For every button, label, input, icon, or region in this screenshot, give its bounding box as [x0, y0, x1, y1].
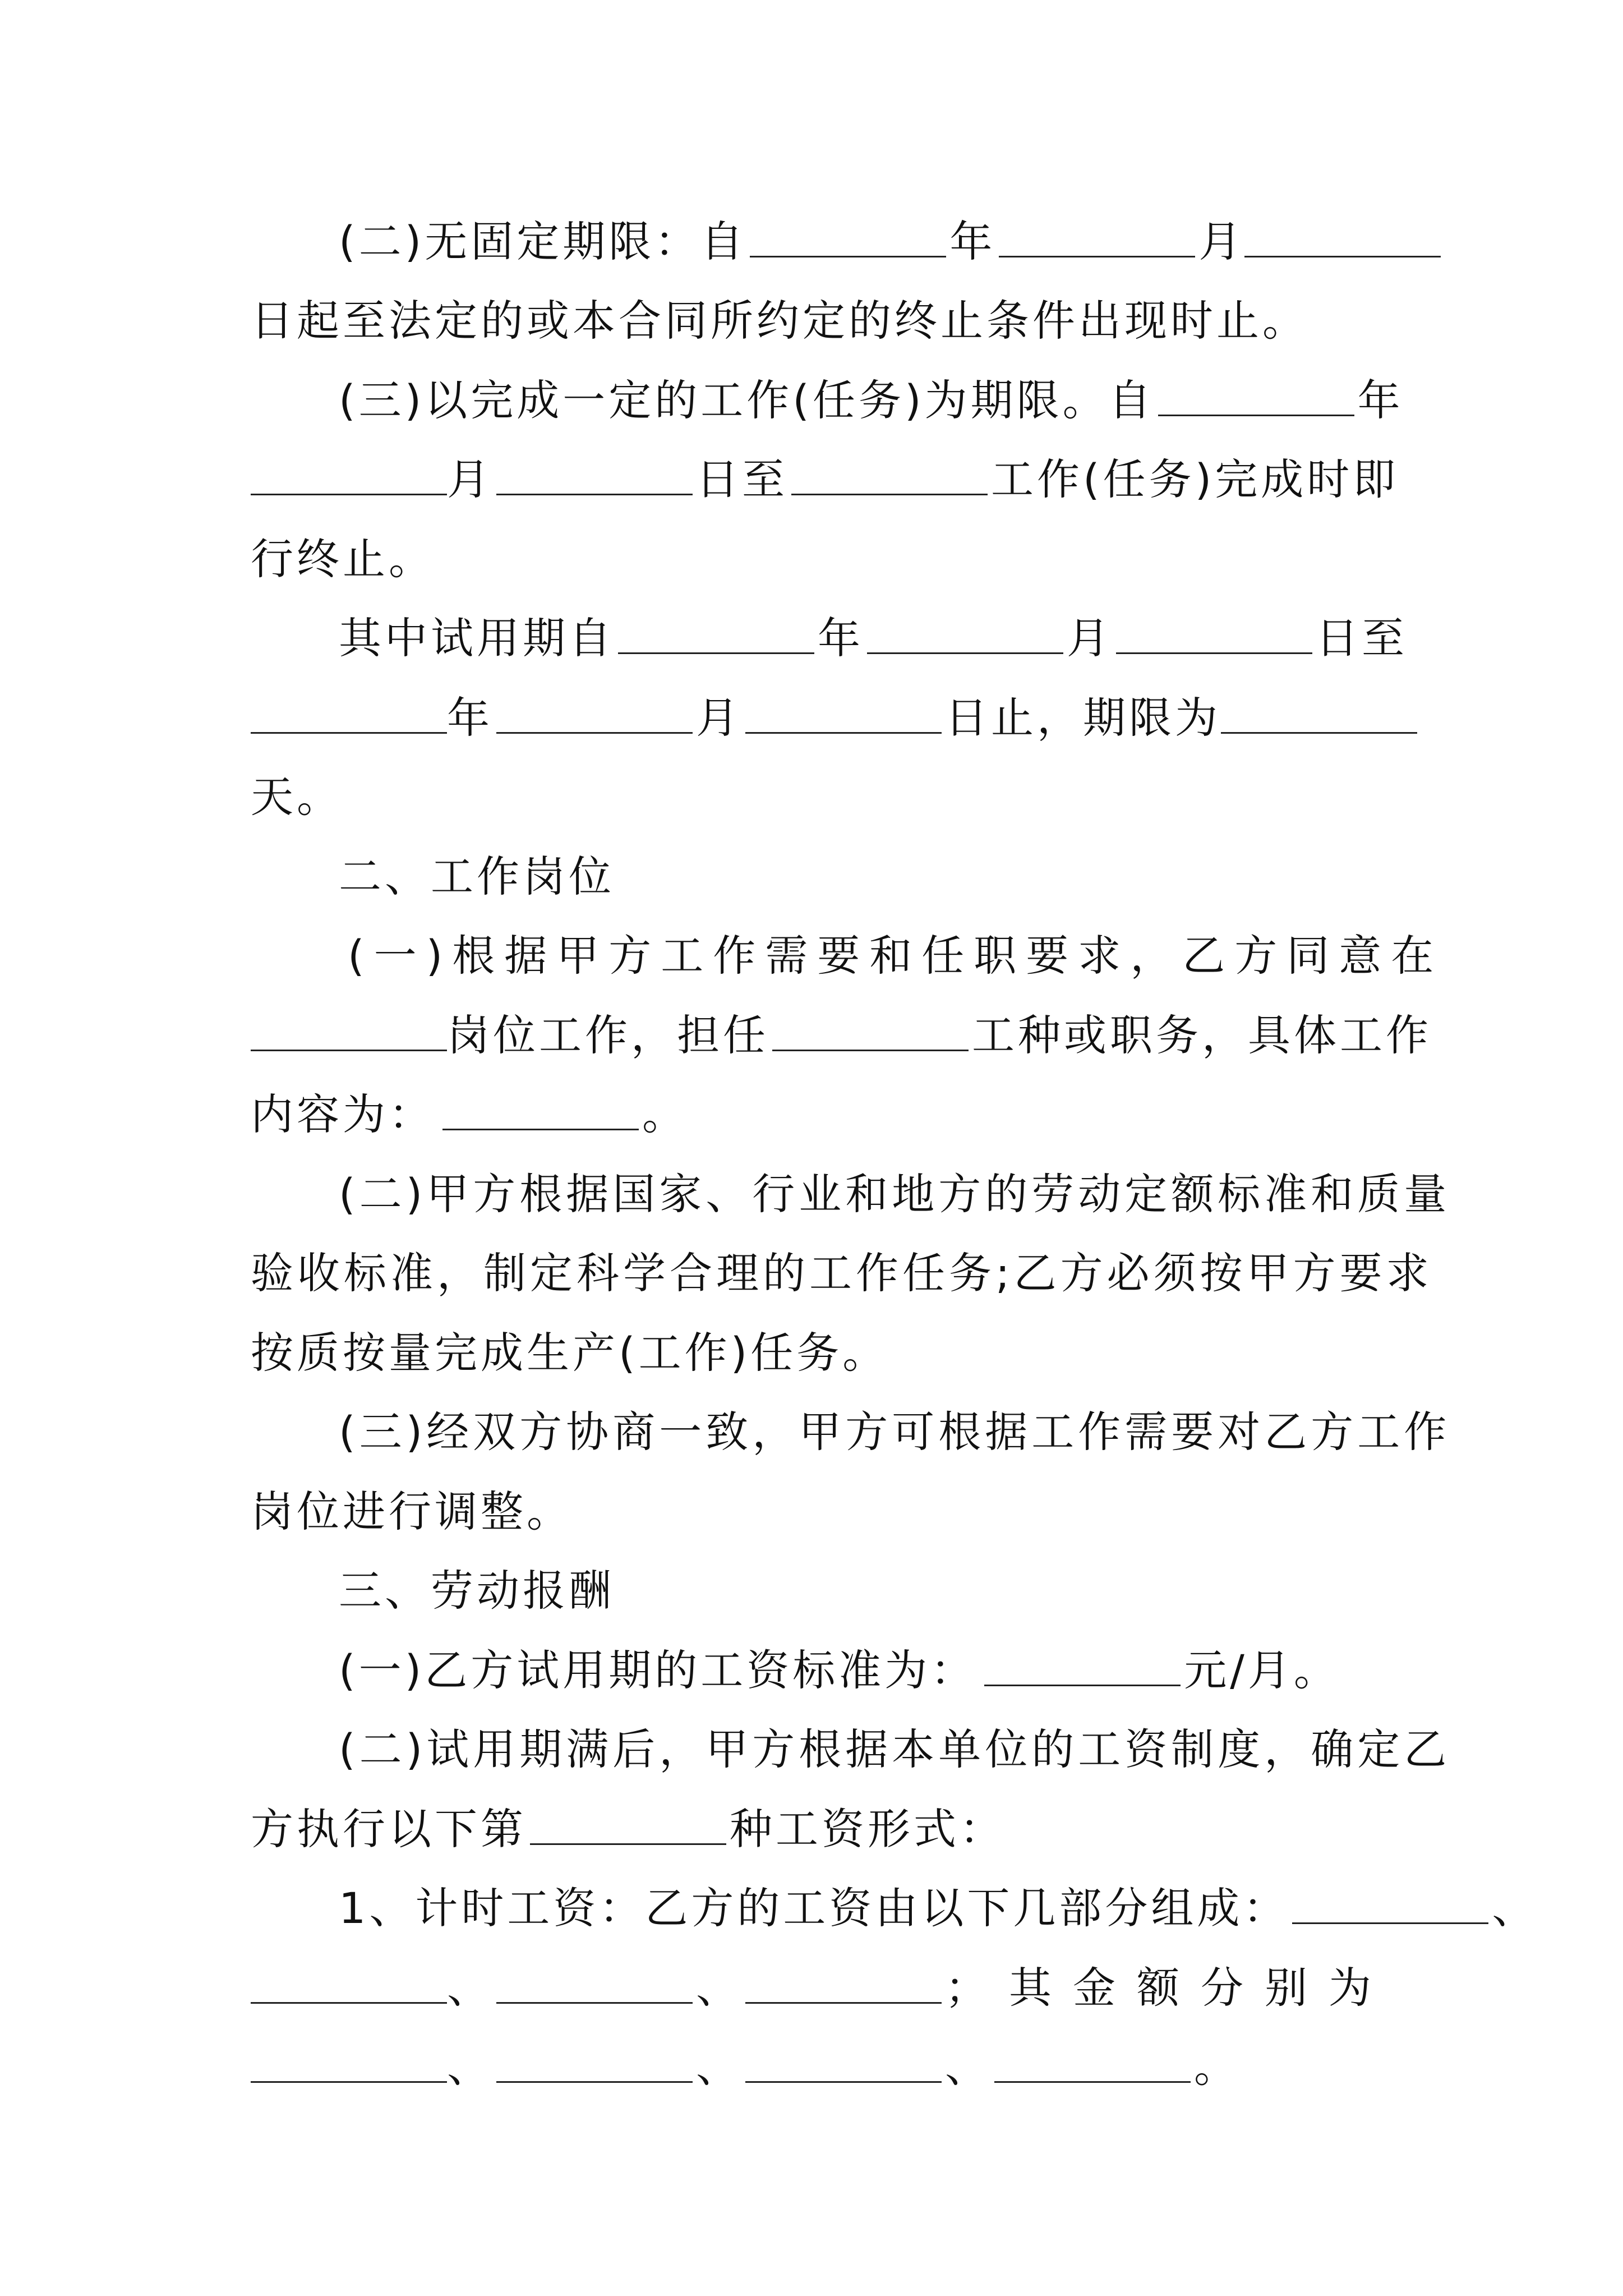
text-line [339, 1722, 1451, 1778]
text-segment: 按质按量完成生产(工作)任务。 [251, 1328, 889, 1378]
blank-field[interactable] [1221, 729, 1417, 734]
text-segment: 年 [818, 613, 864, 663]
text-segment: 年 [1357, 375, 1404, 425]
text-line [339, 1166, 1451, 1222]
blank-field[interactable] [251, 490, 447, 495]
text-segment: 、 [945, 2042, 991, 2092]
blank-field[interactable] [442, 1125, 639, 1130]
text-line [339, 610, 1408, 666]
text-segment: 、 [447, 1963, 493, 2013]
text-segment: ；其金额分别为 [945, 1963, 1393, 2013]
blank-field[interactable] [1116, 649, 1312, 654]
blank-field[interactable] [1158, 411, 1354, 416]
text-segment: 、 [447, 2042, 493, 2092]
text-segment: 内容为： [251, 1089, 435, 1139]
text-segment: 、 [1492, 1883, 1538, 1933]
text-line [251, 769, 1386, 825]
text-segment: 年 [949, 217, 996, 266]
text-segment: (三)经双方协商一致，甲方可根据工作需要对乙方工作 [339, 1407, 1451, 1457]
text-line [251, 2039, 1386, 2095]
text-line [251, 1484, 1386, 1540]
text-line [339, 1880, 1538, 1936]
text-segment: 岗位进行调整。 [251, 1487, 573, 1536]
text-line [251, 1960, 1393, 2016]
blank-field[interactable] [496, 729, 693, 734]
text-line [339, 214, 1386, 270]
text-segment: (二)试用期满后，甲方根据本单位的工资制度，确定乙 [339, 1724, 1451, 1774]
text-line [339, 1642, 1386, 1699]
text-segment: (一)乙方试用期的工资标准为： [339, 1645, 977, 1695]
text-line [251, 293, 1386, 349]
section-heading [339, 1563, 1386, 1619]
text-line [339, 372, 1404, 429]
text-segment: 。 [1194, 2042, 1240, 2092]
text-segment: 月 [447, 454, 493, 504]
blank-field[interactable] [618, 649, 814, 654]
text-line [251, 452, 1399, 508]
text-segment: 、 [696, 1963, 742, 2013]
text-line [251, 1325, 1386, 1381]
text-segment: 工种或职务，具体工作 [972, 1010, 1432, 1060]
text-line [251, 1087, 1386, 1143]
blank-field[interactable] [745, 2078, 942, 2083]
text-line [251, 1801, 1386, 1857]
blank-field[interactable] [251, 1046, 447, 1051]
blank-field[interactable] [251, 729, 447, 734]
text-segment: 月 [696, 693, 742, 743]
text-line [251, 1245, 1433, 1301]
text-segment: 种工资形式： [730, 1804, 1006, 1854]
text-line [251, 531, 1386, 587]
text-segment: 日至 [1316, 613, 1408, 663]
blank-field[interactable] [745, 729, 942, 734]
text-segment: 。 [642, 1089, 688, 1139]
text-segment: 月 [1067, 613, 1113, 663]
text-segment: 日至 [696, 454, 788, 504]
text-segment: (三)以完成一定的工作(任务)为期限。自 [339, 375, 1155, 425]
text-segment: (二)无固定期限：自 [339, 217, 747, 266]
text-line [251, 1007, 1432, 1064]
text-segment: 日止，期限为 [945, 693, 1221, 743]
text-segment: 验收标准，制定科学合理的工作任务;乙方必须按甲方要求 [251, 1248, 1433, 1298]
text-segment: 天。 [251, 772, 343, 822]
blank-field[interactable] [984, 1681, 1181, 1686]
blank-field[interactable] [530, 1840, 726, 1845]
text-line [251, 690, 1386, 746]
text-segment: 二、工作岗位 [339, 852, 615, 901]
text-segment: 方执行以下第 [251, 1804, 527, 1854]
text-segment: 三、劳动报酬 [339, 1566, 615, 1616]
text-segment: 年 [447, 693, 493, 743]
blank-field[interactable] [999, 252, 1195, 257]
text-segment: 、 [696, 2042, 742, 2092]
text-segment: (二)甲方根据国家、行业和地方的劳动定额标准和质量 [339, 1169, 1451, 1219]
text-segment: 其中试用期自 [339, 613, 615, 663]
blank-field[interactable] [496, 1999, 693, 2004]
blank-field[interactable] [496, 490, 693, 495]
text-line [339, 1404, 1451, 1460]
text-line [348, 928, 1444, 984]
text-segment: 元/月。 [1184, 1645, 1340, 1695]
text-segment: (一)根据甲方工作需要和任职要求，乙方同意在 [348, 931, 1444, 981]
blank-field[interactable] [994, 2078, 1191, 2083]
text-segment: 岗位工作，担任 [447, 1010, 769, 1060]
blank-field[interactable] [867, 649, 1063, 654]
blank-field[interactable] [745, 1999, 942, 2004]
blank-field[interactable] [496, 2078, 693, 2083]
blank-field[interactable] [1292, 1919, 1488, 1924]
blank-field[interactable] [1244, 252, 1441, 257]
blank-field[interactable] [251, 1999, 447, 2004]
section-heading [339, 849, 1386, 905]
blank-field[interactable] [791, 490, 988, 495]
text-segment: 行终止。 [251, 534, 435, 584]
text-segment: 日起至法定的或本合同所约定的终止条件出现时止。 [251, 296, 1308, 346]
blank-field[interactable] [251, 2078, 447, 2083]
blank-field[interactable] [772, 1046, 969, 1051]
text-segment: 工作(任务)完成时即 [991, 454, 1399, 504]
text-segment: 月 [1198, 217, 1245, 266]
blank-field[interactable] [750, 252, 946, 257]
text-segment: 1、计时工资：乙方的工资由以下几部分组成： [339, 1883, 1289, 1933]
